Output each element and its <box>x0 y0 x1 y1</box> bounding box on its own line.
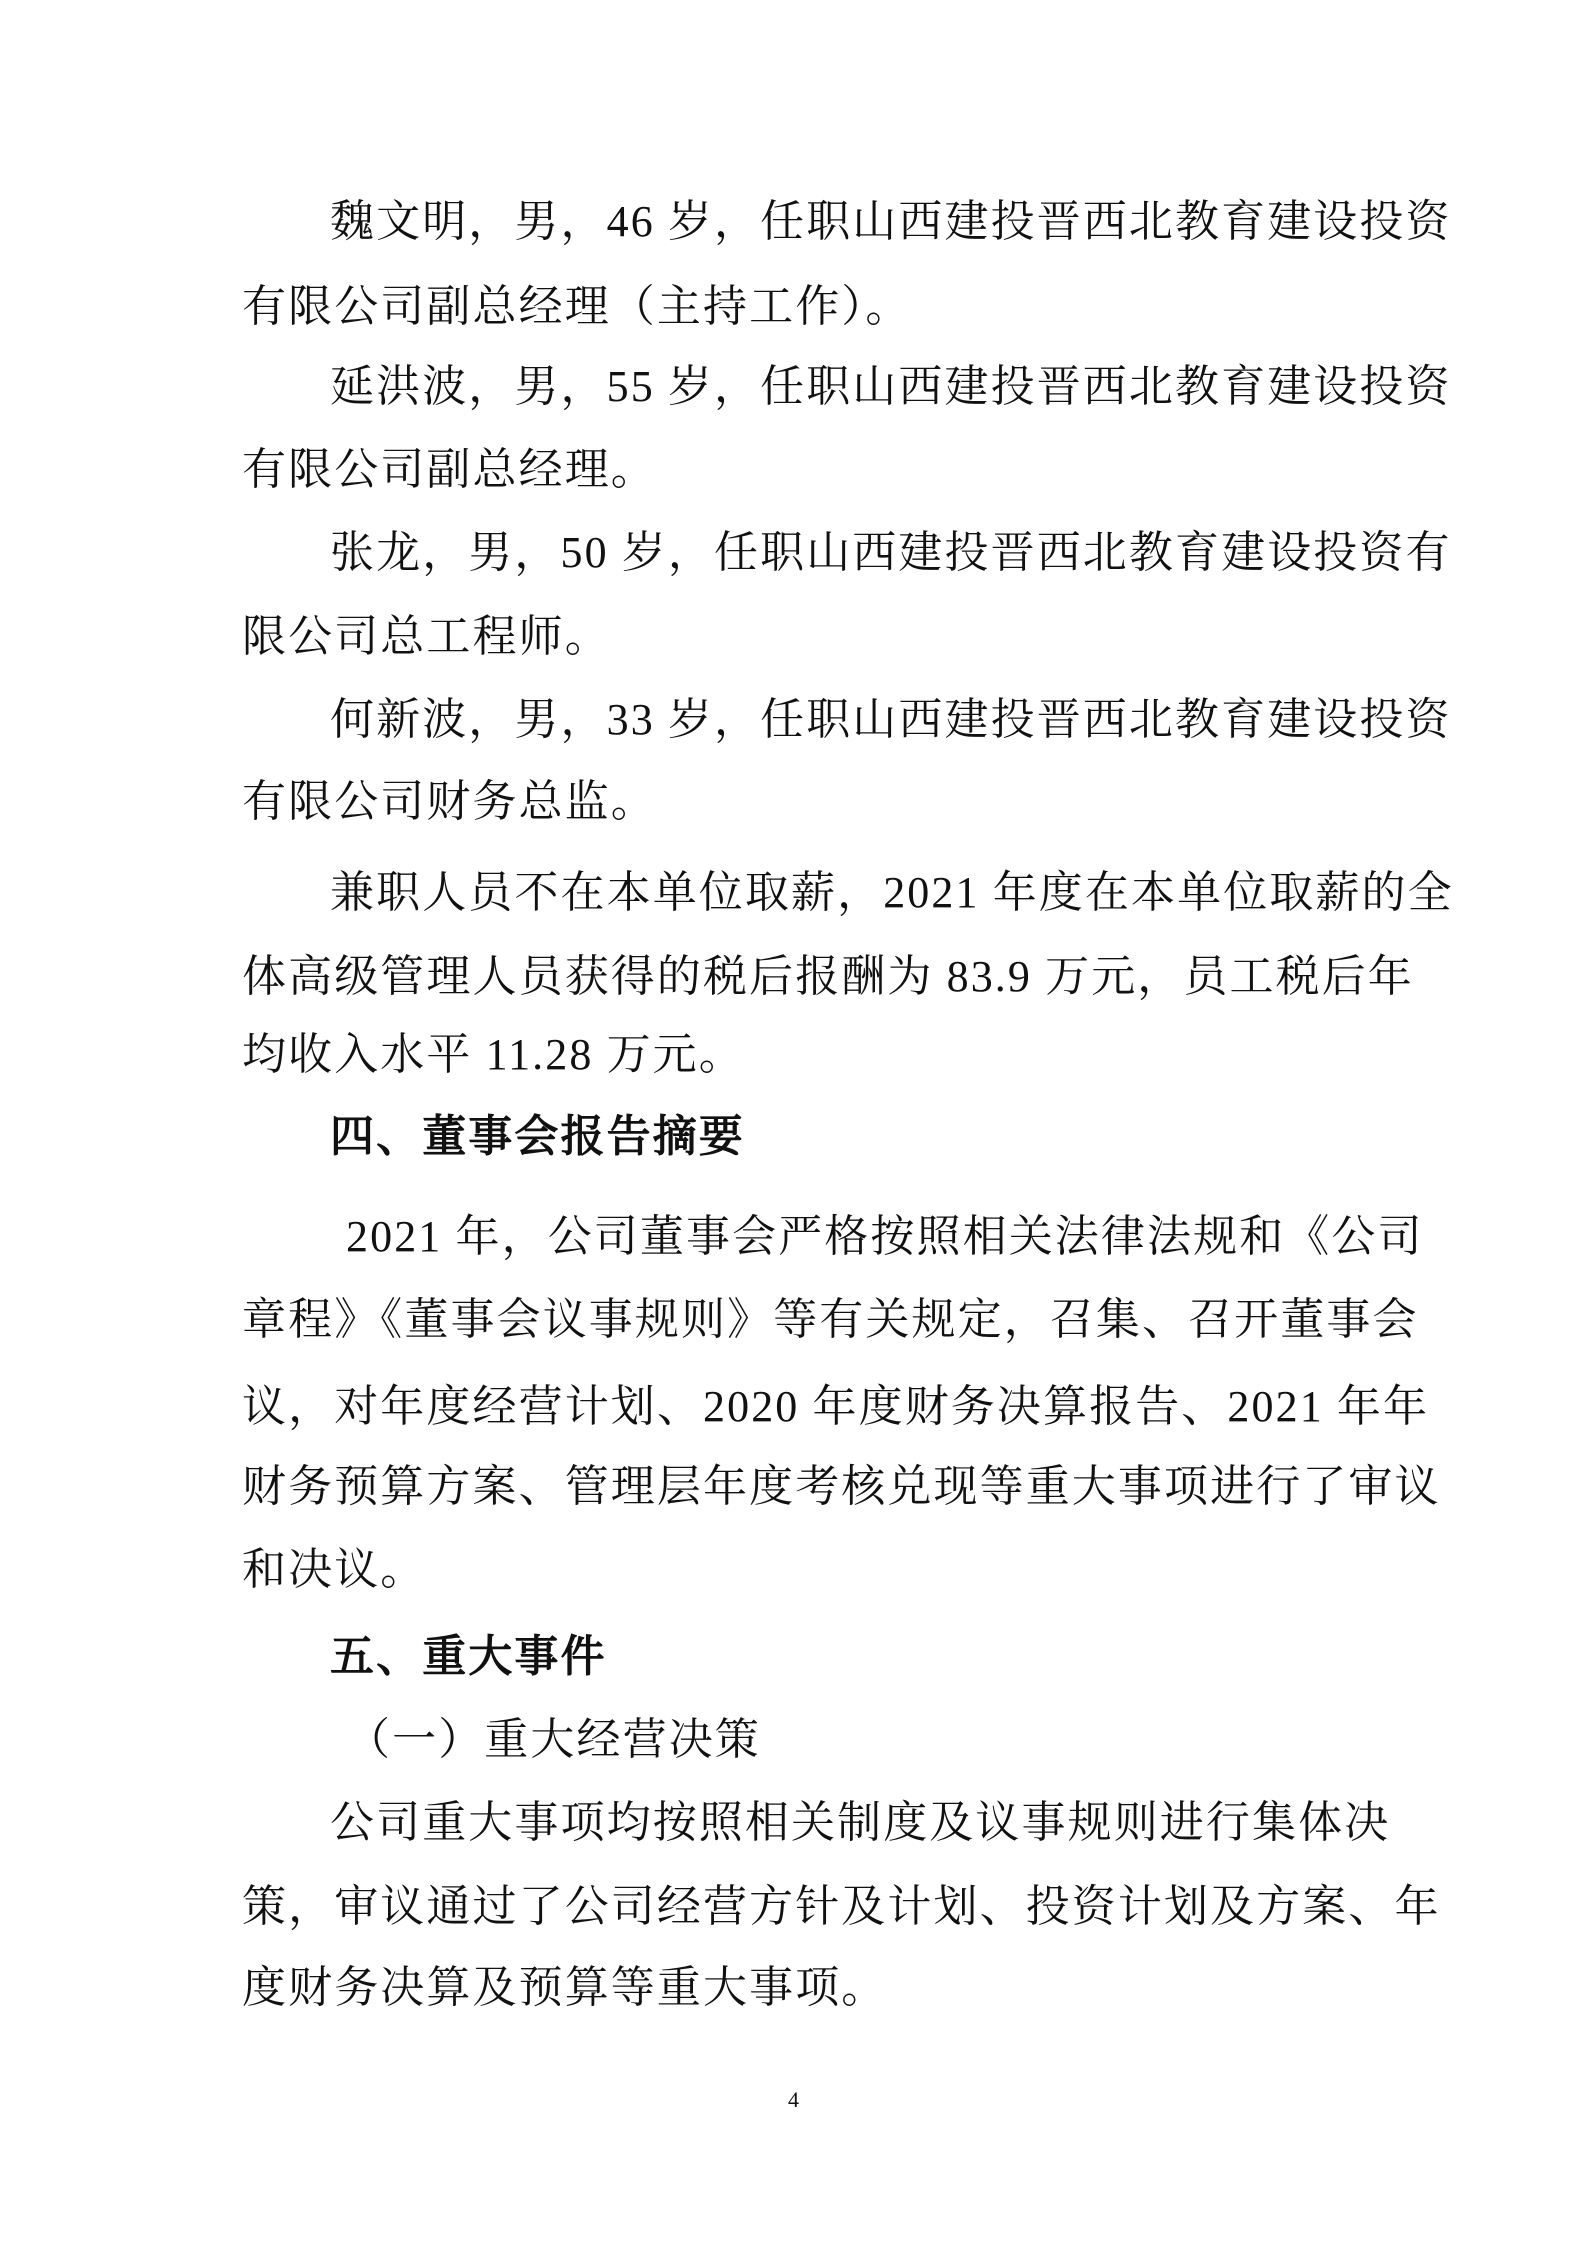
paragraph-line: 有限公司副总经理（主持工作）。 <box>242 282 912 331</box>
paragraph-line: 度财务决算及预算等重大事项。 <box>242 1963 888 2012</box>
paragraph-line: 章程》《董事会议事规则》等有关规定，召集、召开董事会 <box>242 1295 1419 1344</box>
page-number: 4 <box>788 2087 799 2112</box>
paragraph-line: 议，对年度经营计划、2020 年度财务决算报告、2021 年年 <box>242 1382 1430 1431</box>
paragraph-line: 有限公司财务总监。 <box>242 777 657 826</box>
paragraph-line: 有限公司副总经理。 <box>242 445 657 494</box>
paragraph-line: 魏文明，男，46 岁，任职山西建投晋西北教育建设投资 <box>330 197 1452 246</box>
paragraph-line: 体高级管理人员获得的税后报酬为 83.9 万元，员工税后年 <box>242 952 1414 1001</box>
paragraph-line: 均收入水平 11.28 万元。 <box>242 1030 745 1079</box>
paragraph-line: 财务预算方案、管理层年度考核兑现等重大事项进行了审议 <box>242 1462 1441 1511</box>
paragraph-line: 延洪波，男，55 岁，任职山西建投晋西北教育建设投资 <box>330 362 1452 411</box>
paragraph-line: 何新波，男，33 岁，任职山西建投晋西北教育建设投资 <box>330 695 1452 744</box>
section-heading: 五、重大事件 <box>330 1632 607 1681</box>
paragraph-line: 和决议。 <box>242 1545 427 1594</box>
paragraph-line: 兼职人员不在本单位取薪，2021 年度在本单位取薪的全 <box>330 868 1454 917</box>
paragraph-line: 限公司总工程师。 <box>242 612 611 661</box>
paragraph-line: 2021 年，公司董事会严格按照相关法律法规和《公司 <box>346 1212 1424 1261</box>
paragraph-line: 张龙，男，50 岁，任职山西建投晋西北教育建设投资有 <box>330 528 1452 577</box>
paragraph-line: 策，审议通过了公司经营方针及计划、投资计划及方案、年 <box>242 1882 1441 1931</box>
paragraph-line: 公司重大事项均按照相关制度及议事规则进行集体决 <box>330 1798 1391 1847</box>
section-heading: 四、董事会报告摘要 <box>330 1112 745 1161</box>
subsection-heading: （一）重大经营决策 <box>346 1715 761 1764</box>
